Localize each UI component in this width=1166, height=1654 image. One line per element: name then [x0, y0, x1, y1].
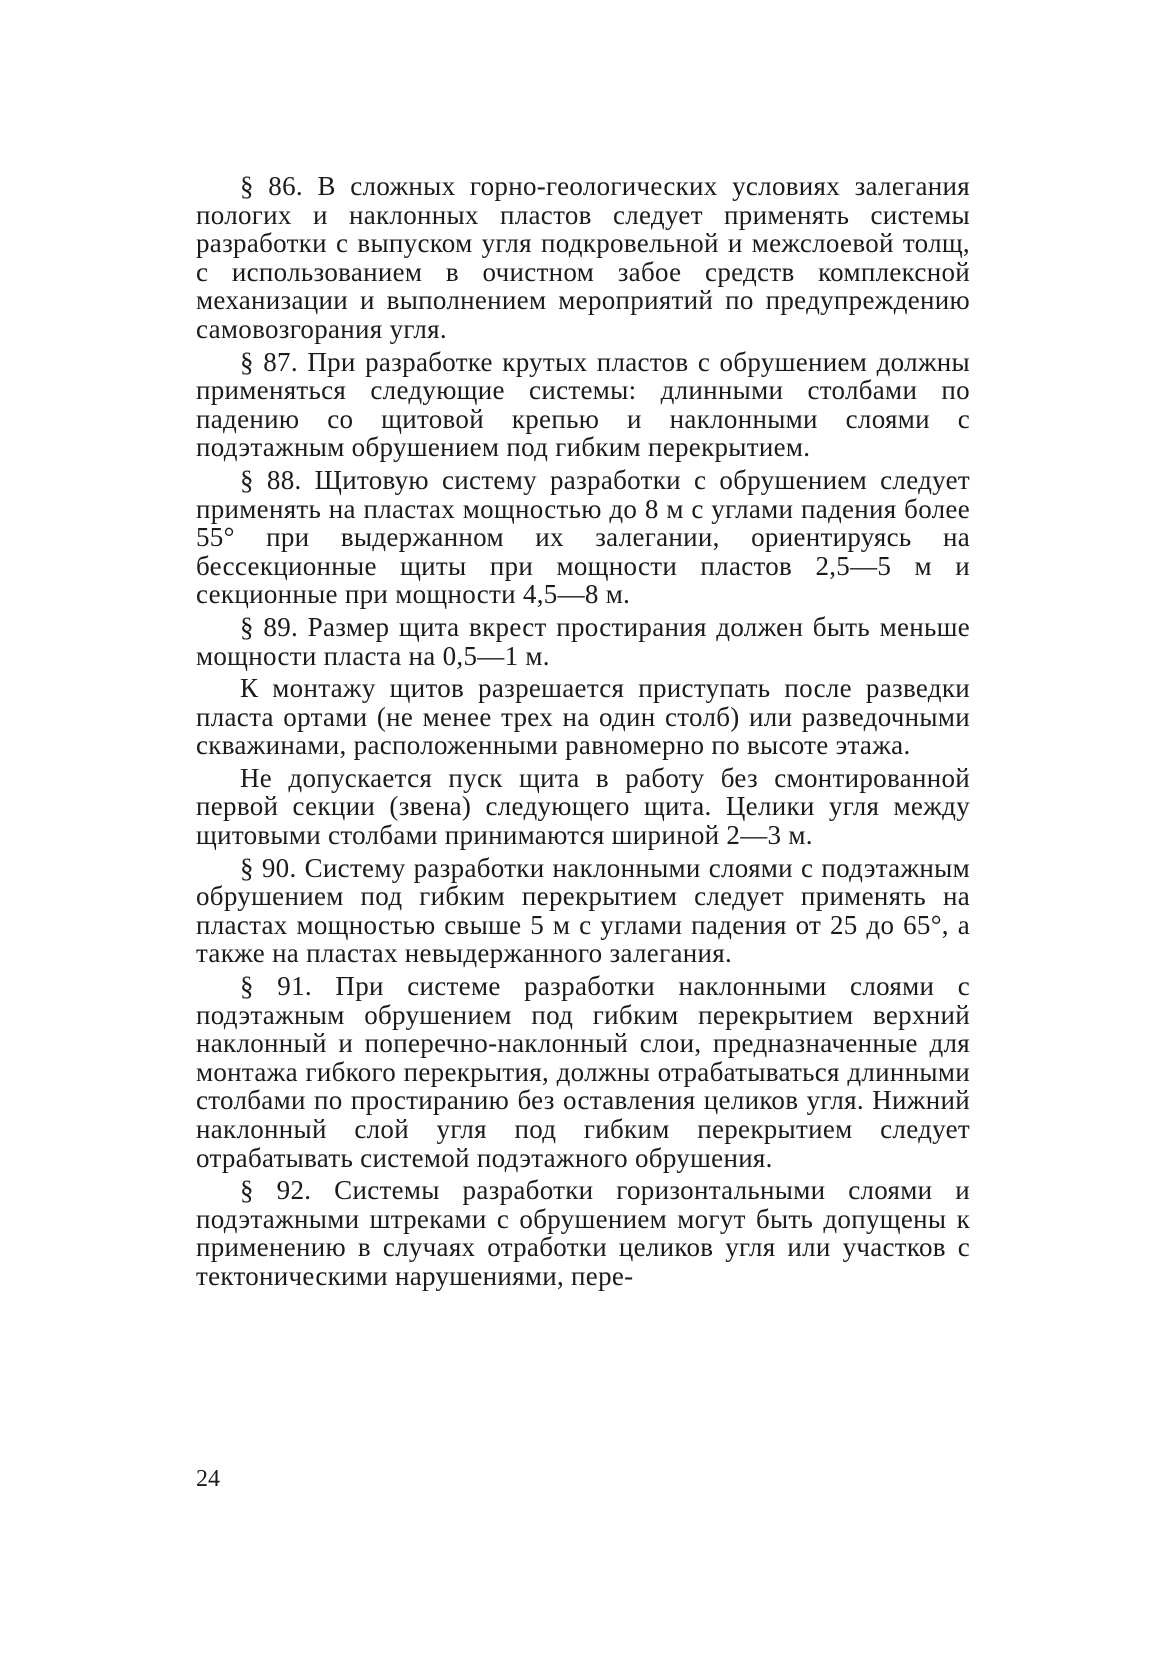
paragraph-87: § 87. При разработке крутых пластов с обрушением должны применяться следующие системы: длинными столбами по падению со щитовой крепью и наклонными слоями с подэтажным обрушением под гибким перекрытием. — [196, 346, 970, 463]
paragraph-92: § 92. Системы разработки горизонтальными слоями и подэтажными штреками с обрушением могут быть допущены к применению в случаях отработки целиков угля или участков с тектоническими нарушениями, пере- — [196, 1175, 970, 1291]
paragraph-86: § 86. В сложных горно-геологических условиях залегания пологих и наклонных пластов следует применять системы разработки с выпуском угля подкровельной и межслоевой толщ, с использованием в очистном забое средств комплексной механизации и выполнением мероприятий по предупреждению самовозгорания угля. — [196, 171, 970, 344]
paragraph-91: § 91. При системе разработки наклонными слоями с подэтажным обрушением под гибким перекрытием верхний наклонный и поперечно-наклонный слои, предназначенные для монтажа гибкого перекрытия, должны отрабатываться длинными столбами по простиранию без оставления целиков угля. Нижний наклонный слой угля под гибким перекрытием следует отрабатывать системой подэтажного обрушения. — [196, 971, 970, 1173]
paragraph-88: § 88. Щитовую систему разработки с обрушением следует применять на пластах мощностью до 8 м с углами падения более 55° при выдержанном их залегании, ориентируясь на бессекционные щиты при мощности пластов 2,5—5 м и секционные при мощности 4,5—8 м. — [196, 464, 970, 610]
paragraph-89-launch: Не допускается пуск щита в работу без смонтированной первой секции (звена) следующего щита. Целики угля между щитовыми столбами принимаются шириной 2—3 м. — [196, 762, 970, 851]
page-number: 24 — [196, 1466, 220, 1492]
paragraph-89-mounting: К монтажу щитов разрешается приступать после разведки пласта ортами (не менее трех на один столб) или разведочными скважинами, расположенными равномерно по высоте этажа. — [196, 673, 970, 761]
body-text — [196, 172, 970, 1295]
paragraph-90: § 90. Систему разработки наклонными слоями с подэтажным обрушением под гибким перекрытием следует применять на пластах мощностью свыше 5 м с углами падения от 25 до 65°, а также на пластах невыдержанного залегания. — [196, 852, 970, 969]
paragraph-89: § 89. Размер щита вкрест простирания должен быть меньше мощности пласта на 0,5—1 м. — [196, 611, 970, 671]
